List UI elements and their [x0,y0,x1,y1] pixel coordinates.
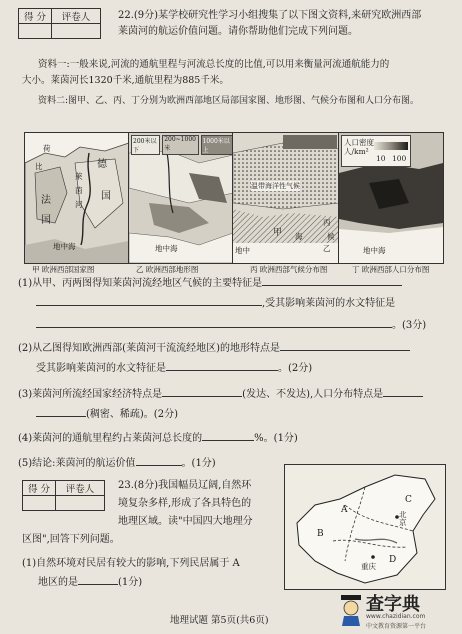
q22-part-3-line-2 [36,406,178,423]
q23-heading-1: 23.(8分)我国幅员辽阔,自然环 [118,480,252,491]
q22-p4-text-b: %。(1分) [254,433,298,444]
material-1-line-2: 大小。莱茵河长1320千米,通航里程为885千米。 [22,75,229,86]
watermark-title: 查字典 [366,594,420,615]
q22-part-2-line-1 [18,340,410,357]
score-cell[interactable] [23,496,56,511]
map-yi-caption: 乙 欧洲西部地形图 [136,265,199,274]
q22-p5-blank[interactable] [136,455,182,466]
map-yi-label-sea: 地中海 [155,244,178,253]
map-jia-label-lai: 莱 [75,172,83,181]
q23-part-1-line-2 [38,574,142,591]
map-ding-label-sea: 地中海 [363,246,386,255]
q22-p1-blank-a[interactable] [262,275,402,286]
q22-p2-blank-b[interactable] [166,360,278,371]
q22-p2-blank-a[interactable] [280,340,410,351]
china-map-label-d: D [389,555,397,565]
map-jia-label-bi: 比 [35,162,43,171]
q23-p1-score: (1分) [118,577,143,588]
score-label: 得 分 [19,9,52,24]
score-box-q23 [22,480,105,511]
q23-heading-3: 地理区域。读"中国四大地理分 [118,516,253,527]
china-map-label-jing: 京 [399,518,407,527]
score-label: 得 分 [23,481,56,496]
grader-cell[interactable] [56,496,105,511]
map-bing [232,132,340,264]
material-1-line-1: 资料一:一般来说,河流的通航里程与河流总长度的比值,可以用来衡量河流通航能力的 [38,59,390,70]
page-footer: 地理试题 第5页(共6页) [170,615,269,626]
q23-p1-blank[interactable] [78,574,118,585]
map-ding-legend [341,135,411,167]
map-bing-label-hou: 候 [327,232,335,241]
material-2: 资料二:图甲、乙、丙、丁分别为欧洲西部地区局部国家图、地形图、气候分布图和人口分布图。 [38,96,420,106]
map-jia-label-sea: 地中海 [53,242,76,251]
legend-tick-100: 100 [392,154,407,163]
map-jia-label-he: 荷 [43,144,51,153]
map-bing-label-dizhong: 地中 [235,246,250,255]
q22-p5-text-a: (5)结论:莱茵河的航运价值 [18,458,136,469]
china-map-label-b: B [317,529,324,539]
china-map-label-bei: 北 [399,510,407,519]
map-bing-label-jia: 甲 [273,228,283,238]
map-bing-label-yi: 乙 [323,244,331,253]
q22-p5-text-b: 。(1分) [181,458,216,469]
q23-part-1-line-1: (1)自然环境对民居有较大的影响,下列民居属于 A [22,558,240,569]
q22-p2-text-b: 受其影响莱茵河的水文特征是 [36,363,166,374]
q22-part-3-line-1 [18,386,423,403]
watermark-url[interactable]: www.chazidian.com [366,613,426,620]
watermark-slogan: 中文教育资源第一平台 [366,623,427,630]
legend-low: 200米以下 [131,135,160,155]
map-jia-label-river: 河 [75,200,83,209]
q22-part-1-line-2 [36,295,395,312]
map-jia-label-de: 德 [97,159,107,170]
grader-cell[interactable] [52,24,101,39]
q22-p1-text-a: (1)从甲、丙两图得知莱茵河流经地区气候的主要特征是 [18,278,263,289]
watermark-logo [338,590,458,630]
q22-p1-score: 。(3分) [392,320,427,331]
q22-p2-score: 。(2分) [278,363,313,374]
map-bing-caption: 丙 欧洲西部气候分布图 [250,265,328,274]
map-yi-legend [131,135,233,155]
q22-part-4 [18,430,298,447]
q22-p1-text-b: ,受其影响莱茵河的水文特征是 [262,298,396,309]
legend-scale [374,142,408,150]
map-jia [24,132,130,264]
map-jia-label-guo2: 国 [41,215,51,226]
map-bing-label-hai: 海 [295,232,303,241]
q22-heading-2: 莱茵河的航运价值问题。请你帮助他们完成下列问题。 [118,26,358,37]
map-yi [128,132,234,264]
q22-part-5 [18,455,216,472]
score-box-q22 [18,8,101,39]
scholar-mascot-icon [338,592,364,626]
q22-p1-blank-b[interactable] [36,295,262,306]
map-ding [338,132,444,264]
q22-p3-text-a: (3)莱茵河所流经国家经济特点是 [18,389,163,400]
grader-label: 评卷人 [56,481,105,496]
china-map-label-c: C [405,495,412,505]
map-bing-label-bing: 丙 [323,218,331,227]
q22-p4-blank[interactable] [202,430,254,441]
q22-part-2-line-2 [36,360,312,377]
q22-part-1-line-3 [36,317,426,334]
china-map [284,464,446,590]
q22-heading: 22.(9分)某学校研究性学习小组搜集了以下图文资料,来研究欧洲西部 [118,10,422,21]
q22-p4-text-a: (4)莱茵河的通航里程约占莱茵河总长度的 [18,433,203,444]
legend-title: 人口密度 [344,138,374,147]
q22-p2-text-a: (2)从乙图得知欧洲西部(莱茵河干流流经地区)的地形特点是 [18,343,280,354]
map-bing-label-marine: 温带海洋性气候 [251,182,300,190]
legend-mid: 200~1000米 [162,135,198,155]
score-cell[interactable] [19,24,52,39]
map-jia-label-guo: 国 [101,191,111,202]
legend-tick-10: 10 [376,154,386,163]
china-map-label-chongqing: 重庆 [361,562,376,571]
map-jia-label-fa: 法 [41,195,51,206]
map-jia-caption: 甲 欧洲西部国家图 [32,265,95,274]
grader-label: 评卷人 [52,9,101,24]
q22-p3-blank-b[interactable] [383,386,423,397]
q22-p3-text-c: (稠密、稀疏)。(2分) [86,409,178,420]
q23-p1-text-b: 地区的是 [38,577,78,588]
q22-p1-blank-c[interactable] [36,317,392,328]
q23-heading-4: 区图",回答下列问题。 [22,534,120,545]
q22-p3-blank-a[interactable] [162,386,242,397]
q22-p3-blank-c[interactable] [36,406,86,417]
q22-part-1-line-1 [18,275,402,292]
legend-unit: 人/km² [344,147,369,156]
china-map-label-a: A [341,505,348,515]
map-jia-label-yin: 茵 [75,186,83,195]
legend-high: 1000米以上 [201,135,233,155]
q23-heading-2: 境复杂多样,形成了各具特色的 [118,498,252,509]
map-ding-caption: 丁 欧洲西部人口分布图 [352,265,430,274]
q22-p3-text-b: (发达、不发达),人口分布特点是 [242,389,384,400]
